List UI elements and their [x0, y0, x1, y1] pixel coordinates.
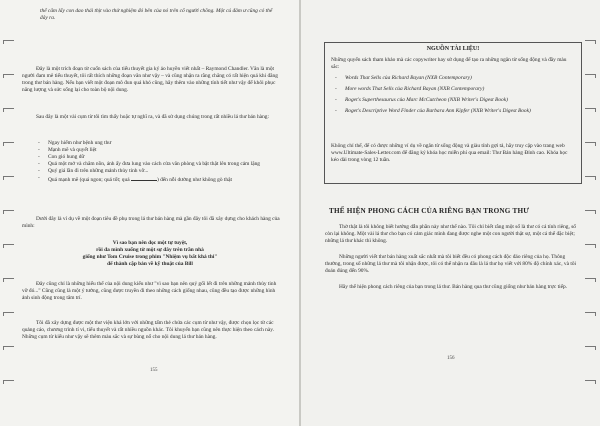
- resource-box: [324, 42, 582, 184]
- paragraph: Sau đây là một vài cụm từ tôi tìm thấy hoặc tự nghĩ ra, và đã sử dụng chúng trong rất nhiều lá thư bán hàng:: [36, 114, 269, 120]
- page-number: 155: [150, 368, 158, 373]
- list-item: - Mạnh mẽ và quyết liệt: [36, 147, 274, 154]
- quote-line: giống như Tom Cruise trong phim "Nhiệm vụ bất khả thi": [82, 254, 218, 260]
- blank-line: [131, 175, 157, 181]
- paragraph: Dưới đây là ví dụ về một đoạn tiêu đề phụ trong lá thư bán hàng mà gần đây tôi đã xây dựng cho khách hàng của mình:: [22, 216, 280, 229]
- resource-list: [333, 75, 571, 115]
- resource-item: - Roget's Superthesaurus của Marc McCutcheon (NXB Writer's Digest Book): [333, 97, 571, 104]
- subheading-quote: [60, 240, 240, 268]
- binder-rings-left: [0, 0, 14, 426]
- list-item: - Con gió hung dữ: [36, 154, 274, 161]
- list-item: [36, 175, 274, 184]
- paragraph: Đây là một trích đoạn từ cuốn sách của tiểu thuyết gia ký ảo huyền viết nhất – Raymond Chandler. Văn là một người đam mê tiểu thuyết, tôi rất thích những đoạn văn như vậy – và cũng nhận ra rằng chẳng có rất hiện quá khi đăng trong thư bán hàng. Nếu bạn viết một đoạn mô đun quá khó cũng, hãy thêm vào những tính tiết như vậy để khôi phục năng lượng và sức sống lại cho toàn bộ nội dung.: [22, 66, 278, 93]
- list-item-text: Quá mạnh mẽ (quá ngon; quá tốt; quá: [48, 177, 130, 183]
- list-item: - Quý giá lần đi trên những mảnh thủy tinh vỡ...: [36, 168, 274, 175]
- resource-item: - Roget's Descriptive Word Finder của Barbara Ann Kipfer (NXB Writer's Digest Book): [333, 108, 571, 115]
- page-number: 156: [447, 356, 455, 361]
- list-item: - Quả một mớ và chăm nồn, ánh ấy đưa lung vào cách cửa văn phòng và bật thật lên trong cảm lặng: [36, 161, 274, 168]
- right-page: [301, 0, 600, 426]
- quote-line: rồi đa mình xuống từ một sự đây trên trần nhà: [96, 247, 204, 253]
- list-item-text: ) đến nỗi dường như không gò thật: [156, 177, 232, 183]
- resource-item: - More words That Sells của Richard Bayan (NXB Contemporary): [333, 86, 571, 93]
- intro-italic: thể cắm lấy con dao thái thịt vào thử nghiệm đó bên của nó trên cổ người chồng. Một cú đâm ư cũng có thể đây ra.: [40, 8, 273, 21]
- resource-item: - Words That Sells của Richard Bayan (NXB Contemporary): [333, 75, 571, 82]
- list-item: - Ngay hiểm như bệnh ung thư: [36, 140, 274, 147]
- section-heading: THỂ HIỆN PHONG CÁCH CỦA RIÊNG BẠN TRONG THƯ: [329, 207, 530, 215]
- paragraph: Thờ thật là tôi không biết hướng dẫn phần này như thế nào. Tôi chỉ biết rằng một số là thư có cá tính riêng, số còn lại không. Một vài lá thư cho bạn có cảm giác mình đang được nghe một con người thật sự, một cá thể đặc biệt; những lá thư khác thì không.: [325, 224, 576, 244]
- left-page: [0, 0, 299, 426]
- phrase-list: [36, 140, 274, 184]
- paragraph: Tôi đã xây dựng được một thư viện khá lớn với những tấm thẻ chứa các cụm từ như vậy, được chọn lọc từ các quảng cáo, chương trình tí vi, tiểu thuyết và rất nhiều nguồn khác. Tôi khuyến bạn cũng nên thực hiện theo cách này. Những cụm từ kiểu như vậy sẽ thêm màu sắc và sự bùng nổ cho nội dung lá thư bán hàng.: [22, 320, 274, 340]
- paragraph: Những người viết thư bán hàng xuất sắc nhất mà tôi biết đều có phong cách độc đáo riêng của họ. Thông thường, trong số những lá thư mà tôi nhận được, tôi có thể nhận ra đâu là lá thư họ viết với 80% độ chính xác, và tôi đoán đúng đến 90%.: [325, 254, 577, 274]
- resource-intro: Những quyển sách tham khảo mà các copywriter hay sử dụng để tạo ra những ngân từ sống động và đầy màu sắc:: [331, 57, 567, 70]
- resource-outro: Không chỉ thế, để có được những ví dụ về ngân từ sống động và giàu tính gợi tả, hãy truy cập vào trang web www.Ultimate-Sales-Letter.com để đăng ký khóa học miễn phí qua email: Thư Bán hàng Đỉnh cao. Khóa học kéo dài trong vòng 12 tuần.: [331, 143, 568, 163]
- binder-rings-right: [586, 0, 600, 426]
- resource-box-title: NGUỒN TÀI LIỆU!: [426, 46, 480, 52]
- quote-line: để thành cặp bản về kỹ thuật của Bill: [107, 261, 193, 267]
- quote-line: Vì sao bạn nên đọc một tự tuyệt,: [112, 240, 188, 246]
- paragraph: Hãy thể hiện phong cách riêng của bạn trong lá thư. Bán hàng qua thư cũng giống như bán hàng trực tiếp.: [339, 284, 567, 290]
- paragraph: Đây cũng chỉ là những hiểu thể của nội dung kiểu như "vì sao bạn nên quý gối lết đi trên những mảnh thủy tinh vỡ đó..." Cũng cũng là một ý tưởng, cũng được truyền đi theo những cách giống nhau, cũng đều tạo được những hình ảnh sinh động trong tâm trí.: [22, 281, 277, 301]
